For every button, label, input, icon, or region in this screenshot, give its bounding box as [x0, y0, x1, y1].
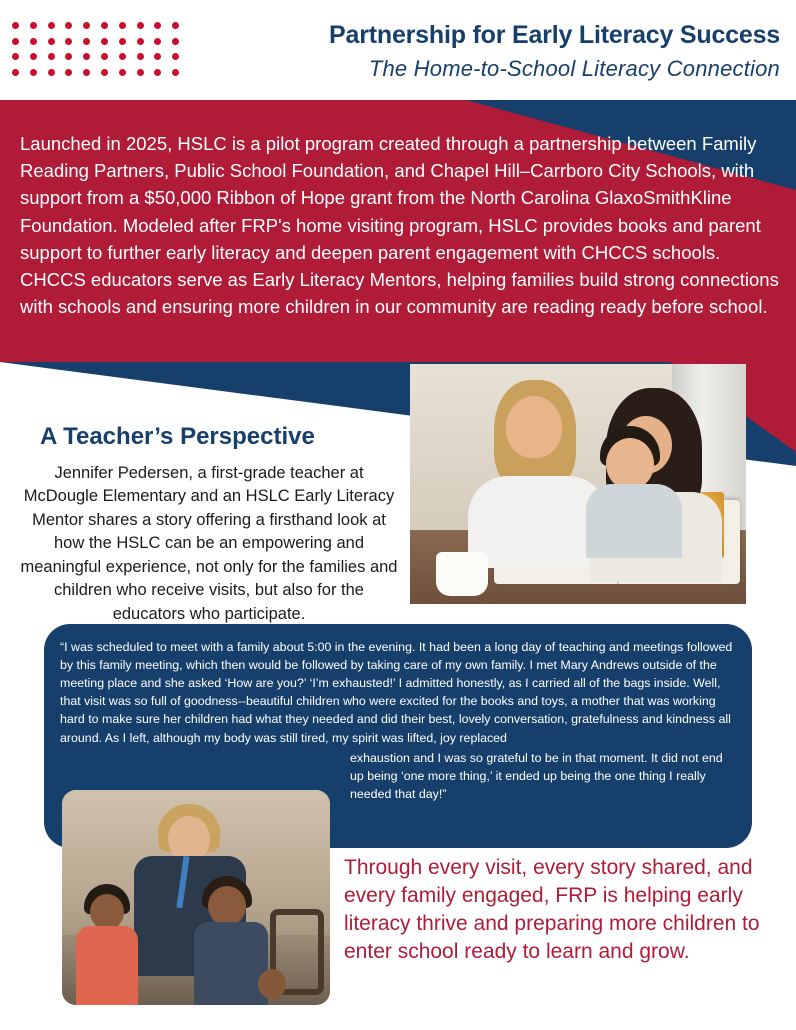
page-subtitle: The Home-to-School Literacy Connection: [368, 55, 780, 81]
intro-block: [0, 100, 796, 362]
photo1-mentor-face: [506, 396, 562, 458]
bottom-corner-decoration: [756, 1000, 796, 1030]
quote-body: [60, 638, 736, 803]
dot-pattern-decoration: [12, 22, 190, 84]
teacher-intro-paragraph: Jennifer Pedersen, a first-grade teacher at McDougle Elementary and an HSLC Early Literacy Mentor shares a story offering a firsthand look at how the HSLC can be an empowering and meaningful experience, not only for the families and children who receive visits, but also for the educators who participate.: [20, 464, 398, 623]
quote-main-text: “I was scheduled to meet with a family about 5:00 in the evening. It had been a long day of teaching and meetings followed by this family meeting, which then would be followed by taking care of my own family. I met Mary Andrews outside of the meeting place and she asked ‘How are you?’ ‘I’m exhausted!’ I admitted honestly, as I carried all of the bags inside. Well, that visit was so full of goodness--beautiful children who were excited for the books and toys, a mother that was working hard to make sure her children had what they needed and did their best, lovely conversation, gratefulness and kindness all around. As I left, although my body was still tired, my spirit was lifted, joy replaced: [60, 640, 733, 745]
photo1-child-face: [606, 438, 654, 490]
closing-statement: Through every visit, every story shared, and every family engaged, FRP is helping early literacy thrive and preparing more children to enter school ready to learn and grow.: [344, 856, 760, 963]
photo2-child3-face: [258, 969, 286, 999]
header-band: [0, 0, 796, 100]
page-title: Partnership for Early Literacy Success: [329, 21, 780, 49]
photo2-child2-body: [194, 922, 268, 1005]
photo2-child1-body: [76, 926, 138, 1005]
photo1-cup: [436, 552, 488, 596]
photo2-child1-face: [90, 894, 124, 930]
photo1-child-body: [586, 484, 682, 558]
intro-paragraph: Launched in 2025, HSLC is a pilot program created through a partnership between Family Reading Partners, Public School Foundation, and Chapel Hill–Carrboro City Schools, with support from a $50,000 Ribbon of Hope grant from the North Carolina GlaxoSmithKline Foundation. Modeled after FRP's home visiting program, HSLC provides books and parent support to further early literacy and deepen parent engagement with CHCCS schools. CHCCS educators serve as Early Literacy Mentors, helping families build strong connections with schools and ensuring more children in our community are reading ready before school.: [20, 133, 779, 318]
quote-tail-text: exhaustion and I was so grateful to be in that moment. It did not end up being ‘one more thing,’ it ended up being the one thing I really needed that day!”: [350, 750, 723, 801]
section-heading-teacher: A Teacher’s Perspective: [40, 423, 315, 450]
photo2-child2-face: [208, 886, 246, 926]
title-group: [210, 22, 780, 82]
photo-mentor-with-children: [62, 790, 330, 1005]
photo-reading-session: [410, 364, 746, 604]
